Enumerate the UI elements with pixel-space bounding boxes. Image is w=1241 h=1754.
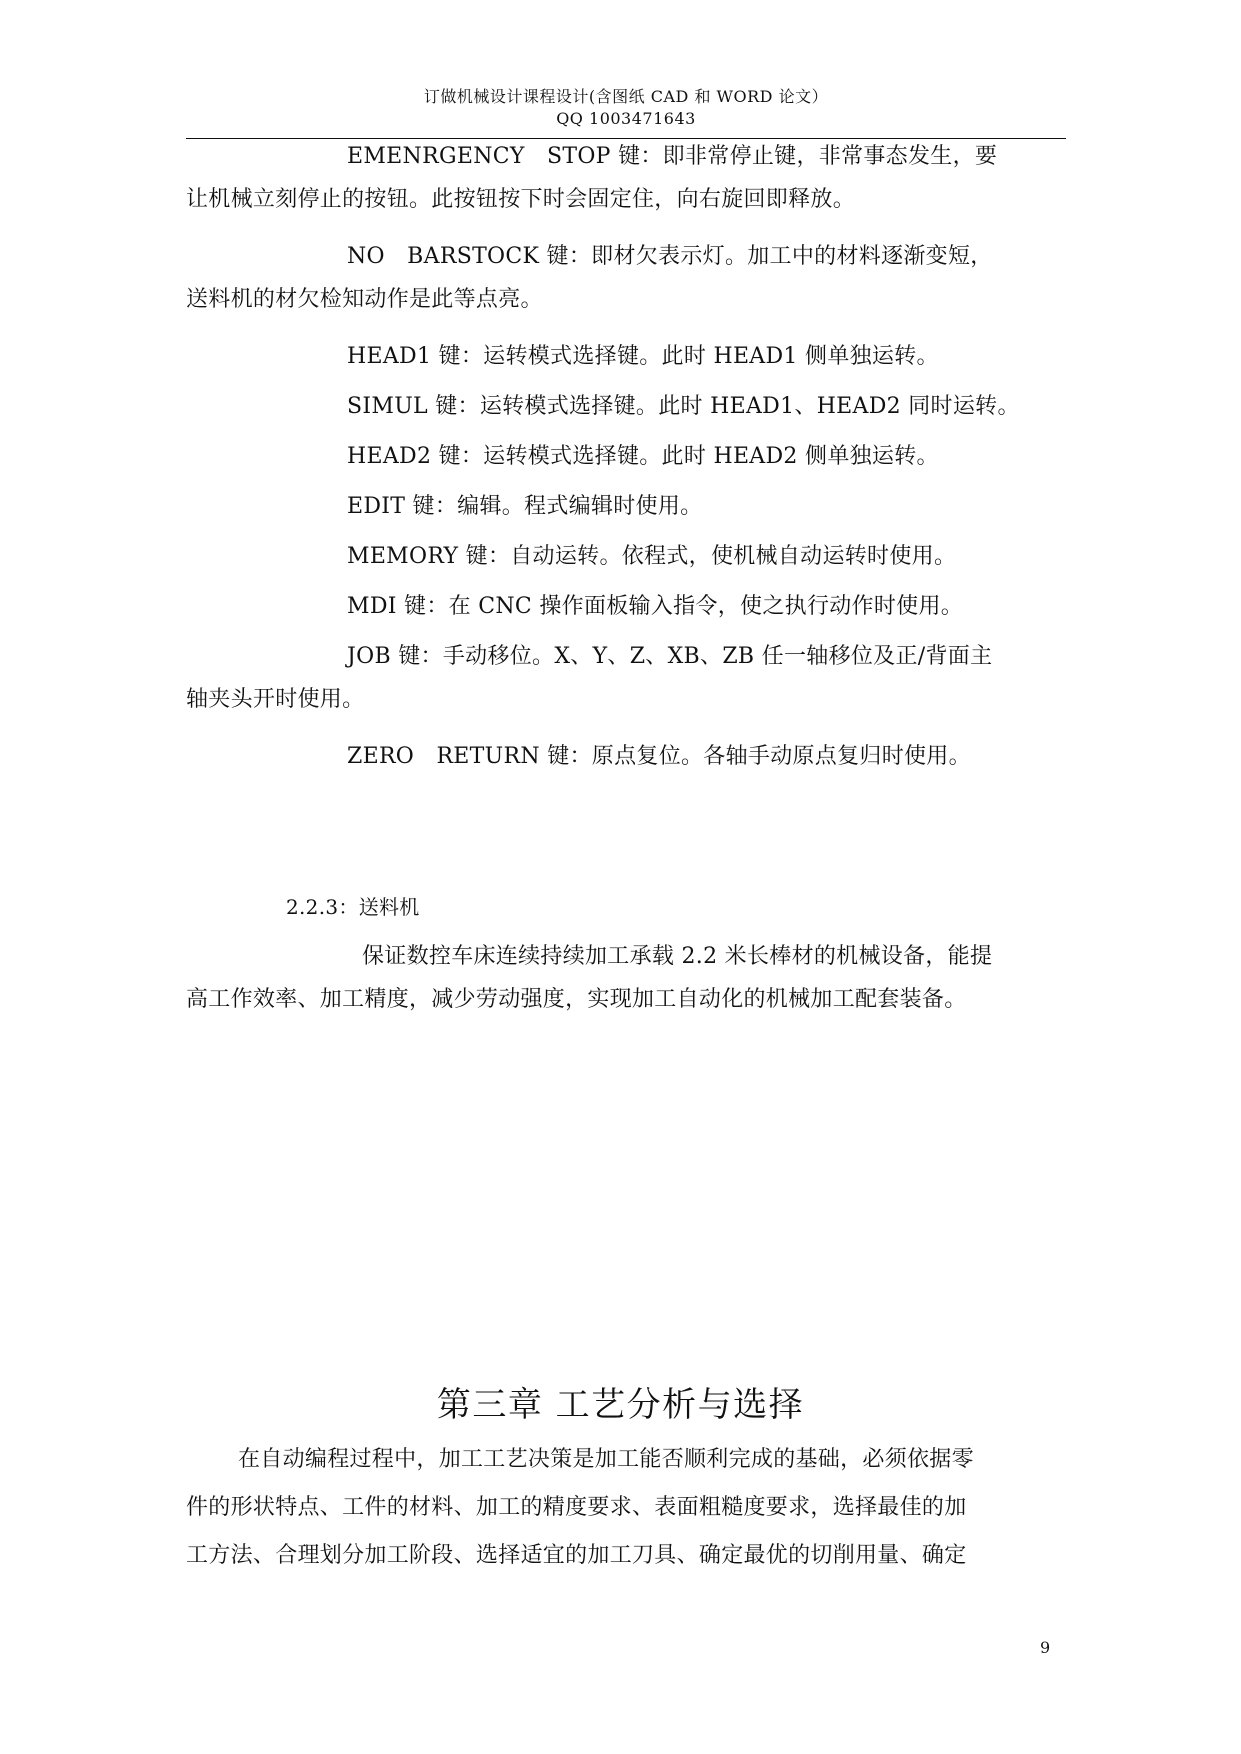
section-paragraph-line2: 高工作效率、加工精度，减少劳动强度，实现加工自动化的机械加工配套装备。 [186, 987, 967, 1012]
key-mdi: MDI 键：在 CNC 操作面板输入指令，使之执行动作时使用。 [347, 594, 964, 619]
key-job-line2: 轴夹头开时使用。 [186, 687, 365, 712]
page-header [186, 86, 1066, 130]
key-no-barstock-line2: 送料机的材欠检知动作是此等点亮。 [186, 287, 543, 312]
key-head1: HEAD1 键：运转模式选择键。此时 HEAD1 侧单独运转。 [347, 344, 939, 369]
key-emergency-stop-line2: 让机械立刻停止的按钮。此按钮按下时会固定住，向右旋回即释放。 [186, 187, 856, 212]
key-edit: EDIT 键：编辑。程式编辑时使用。 [347, 494, 703, 519]
key-simul: SIMUL 键：运转模式选择键。此时 HEAD1、HEAD2 同时运转。 [347, 394, 1020, 419]
header-divider [186, 138, 1066, 139]
chapter-paragraph-line2: 件的形状特点、工件的材料、加工的精度要求、表面粗糙度要求，选择最佳的加 [186, 1495, 967, 1520]
page-number: 9 [1040, 1638, 1051, 1657]
chapter-paragraph-line1: 在自动编程过程中，加工工艺决策是加工能否顺利完成的基础，必须依据零 [238, 1447, 974, 1472]
chapter-heading: 第三章 工艺分析与选择 [436, 1385, 805, 1425]
key-zero-return: ZERO RETURN 键：原点复位。各轴手动原点复归时使用。 [347, 744, 971, 769]
header-contact: QQ 1003471643 [556, 109, 696, 128]
chapter-paragraph-line3: 工方法、合理划分加工阶段、选择适宜的加工刀具、确定最优的切削用量、确定 [186, 1543, 967, 1568]
key-memory: MEMORY 键：自动运转。依程式，使机械自动运转时使用。 [347, 544, 957, 569]
header-title: 订做机械设计课程设计(含图纸 CAD 和 WORD 论文） [423, 87, 829, 106]
key-head2: HEAD2 键：运转模式选择键。此时 HEAD2 侧单独运转。 [347, 444, 939, 469]
section-title: 2.2.3：送料机 [286, 895, 420, 919]
key-job-line1: JOB 键：手动移位。X、Y、Z、XB、ZB 任一轴移位及正/背面主 [347, 644, 993, 669]
key-emergency-stop-line1: EMENRGENCY STOP 键：即非常停止键，非常事态发生，要 [347, 144, 998, 169]
key-no-barstock-line1: NO BARSTOCK 键：即材欠表示灯。加工中的材料逐渐变短， [347, 244, 993, 269]
section-paragraph-line1: 保证数控车床连续持续加工承载 2.2 米长棒材的机械设备，能提 [362, 944, 993, 969]
